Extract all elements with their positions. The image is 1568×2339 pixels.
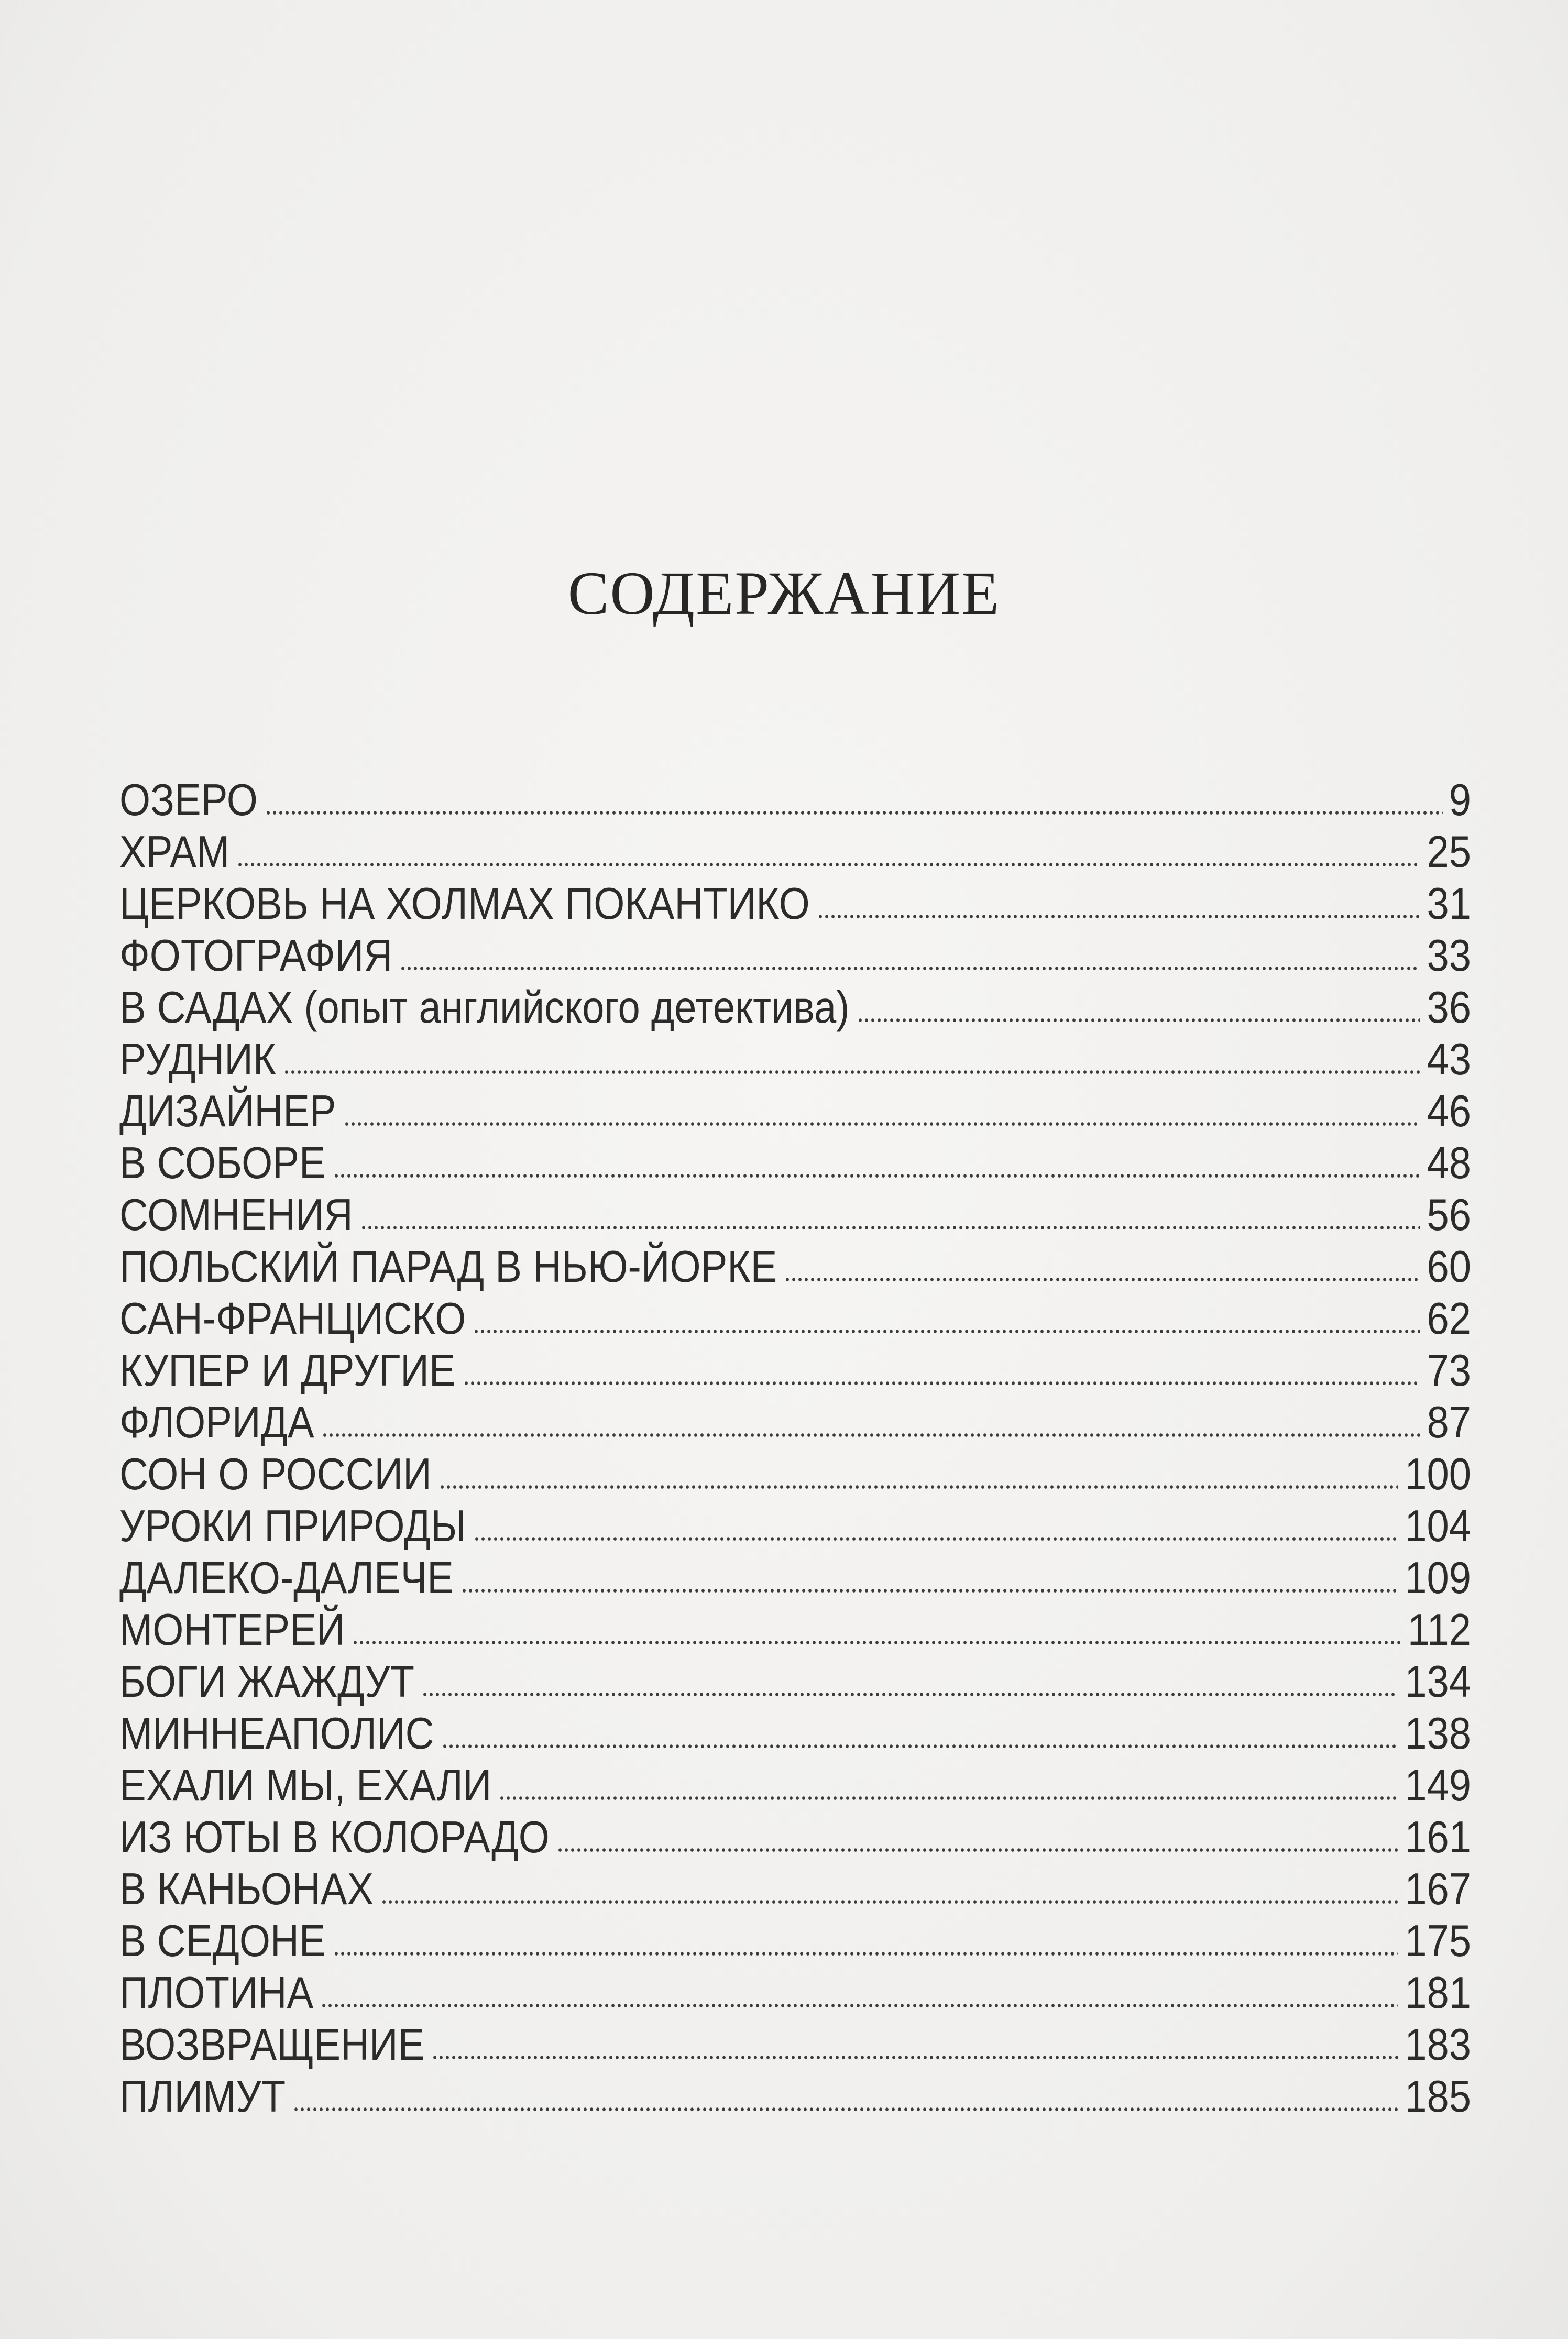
toc-entry-title: ОЗЕРО bbox=[119, 775, 258, 826]
toc-entry bbox=[119, 1186, 1471, 1244]
toc-entry-title: МИННЕАПОЛИС bbox=[119, 1708, 434, 1759]
dot-leader bbox=[474, 1536, 1399, 1541]
toc-entry-title: ПОЛЬСКИЙ ПАРАД В НЬЮ-ЙОРКЕ bbox=[119, 1242, 777, 1292]
toc-entry-title: ДАЛЕКО-ДАЛЕЧЕ bbox=[119, 1553, 454, 1604]
dot-leader bbox=[237, 862, 1420, 867]
toc-entry-title: ЦЕРКОВЬ НА ХОЛМАХ ПОКАНТИКО bbox=[119, 879, 810, 929]
toc-entry bbox=[119, 1912, 1471, 1970]
toc-entry bbox=[119, 2016, 1471, 2074]
toc-entry-page: 175 bbox=[1405, 1916, 1471, 1967]
toc-entry bbox=[119, 1445, 1471, 1503]
toc-entry-page: 104 bbox=[1405, 1501, 1471, 1552]
toc-entry bbox=[119, 1342, 1471, 1400]
dot-leader bbox=[381, 1899, 1398, 1904]
dot-leader bbox=[499, 1796, 1398, 1800]
toc-entry-title: ЕХАЛИ МЫ, ЕХАЛИ bbox=[119, 1760, 492, 1811]
toc-entry bbox=[119, 1601, 1471, 1659]
toc-entry bbox=[119, 823, 1471, 881]
toc-entry bbox=[119, 1860, 1471, 1918]
dot-leader bbox=[473, 1329, 1420, 1334]
table-of-contents bbox=[119, 774, 1471, 2123]
dot-leader bbox=[321, 2003, 1398, 2008]
dot-leader bbox=[360, 1225, 1421, 1230]
dot-leader bbox=[439, 1485, 1398, 1489]
dot-leader bbox=[817, 914, 1421, 919]
toc-entry-title: САН-ФРАНЦИСКО bbox=[119, 1293, 466, 1344]
toc-entry bbox=[119, 1808, 1471, 1866]
toc-entry-title: КУПЕР И ДРУГИЕ bbox=[119, 1345, 456, 1396]
toc-entry-page: 87 bbox=[1427, 1397, 1471, 1448]
toc-entry bbox=[119, 927, 1471, 985]
dot-leader bbox=[557, 1848, 1398, 1852]
toc-entry bbox=[119, 2068, 1471, 2126]
toc-entry-title: ПЛИМУТ bbox=[119, 2071, 286, 2122]
toc-entry-page: 36 bbox=[1427, 982, 1471, 1033]
toc-entry-page: 109 bbox=[1405, 1553, 1471, 1604]
toc-entry-title: БОГИ ЖАЖДУТ bbox=[119, 1656, 415, 1707]
toc-entry-title: В САДАХ (опыт английского детектива) bbox=[119, 982, 850, 1033]
toc-entry-page: 43 bbox=[1427, 1034, 1471, 1085]
toc-entry-title: МОНТЕРЕЙ bbox=[119, 1605, 345, 1655]
toc-entry bbox=[119, 1497, 1471, 1555]
toc-entry-page: 9 bbox=[1449, 775, 1471, 826]
page-title: СОДЕРЖАНИЕ bbox=[567, 559, 1001, 628]
dot-leader bbox=[422, 1692, 1398, 1697]
dot-leader bbox=[857, 1018, 1421, 1023]
toc-entry-title: РУДНИК bbox=[119, 1034, 277, 1085]
toc-entry-title: ХРАМ bbox=[119, 827, 230, 877]
toc-entry-page: 33 bbox=[1427, 930, 1471, 981]
toc-entry-title: В СОБОРЕ bbox=[119, 1138, 326, 1189]
toc-entry-page: 46 bbox=[1427, 1086, 1471, 1137]
dot-leader bbox=[333, 1173, 1421, 1178]
toc-entry bbox=[119, 1549, 1471, 1607]
toc-entry-page: 56 bbox=[1427, 1190, 1471, 1240]
toc-entry-page: 100 bbox=[1405, 1449, 1471, 1500]
toc-entry bbox=[119, 1705, 1471, 1763]
toc-entry-title: В СЕДОНЕ bbox=[119, 1916, 326, 1967]
dot-leader bbox=[333, 1951, 1399, 1956]
toc-entry bbox=[119, 771, 1471, 829]
toc-entry-title: В КАНЬОНАХ bbox=[119, 1864, 374, 1915]
toc-entry bbox=[119, 1030, 1471, 1089]
toc-entry-title: УРОКИ ПРИРОДЫ bbox=[119, 1501, 466, 1552]
toc-entry-page: 167 bbox=[1405, 1864, 1471, 1915]
toc-entry-page: 62 bbox=[1427, 1293, 1471, 1344]
toc-entry-page: 112 bbox=[1407, 1605, 1471, 1655]
toc-entry bbox=[119, 1653, 1471, 1711]
toc-entry-title: СОН О РОССИИ bbox=[119, 1449, 432, 1500]
toc-entry-page: 181 bbox=[1405, 1968, 1471, 2018]
toc-entry-title: ВОЗВРАЩЕНИЕ bbox=[119, 2019, 425, 2070]
toc-entry-page: 25 bbox=[1427, 827, 1471, 877]
toc-entry bbox=[119, 1290, 1471, 1348]
toc-entry-title: ФОТОГРАФИЯ bbox=[119, 930, 393, 981]
toc-entry bbox=[119, 875, 1471, 933]
dot-leader bbox=[432, 2055, 1398, 2060]
toc-entry-page: 31 bbox=[1427, 879, 1471, 929]
toc-entry-page: 73 bbox=[1427, 1345, 1471, 1396]
dot-leader bbox=[322, 1433, 1421, 1437]
dot-leader bbox=[784, 1277, 1420, 1282]
toc-entry-page: 134 bbox=[1405, 1656, 1471, 1707]
toc-entry bbox=[119, 1238, 1471, 1296]
toc-entry bbox=[119, 1964, 1471, 2022]
dot-leader bbox=[293, 2107, 1398, 2112]
dot-leader bbox=[352, 1640, 1401, 1645]
toc-entry-title: ФЛОРИДА bbox=[119, 1397, 314, 1448]
toc-entry-page: 48 bbox=[1427, 1138, 1471, 1189]
dot-leader bbox=[461, 1588, 1398, 1593]
dot-leader bbox=[400, 966, 1420, 971]
toc-entry-title: ИЗ ЮТЫ В КОЛОРАДО bbox=[119, 1812, 550, 1863]
toc-entry bbox=[119, 979, 1471, 1037]
toc-entry-title: СОМНЕНИЯ bbox=[119, 1190, 353, 1240]
toc-entry-page: 183 bbox=[1405, 2019, 1471, 2070]
dot-leader bbox=[463, 1381, 1421, 1386]
toc-entry-title: ДИЗАЙНЕР bbox=[119, 1086, 336, 1137]
toc-entry-page: 161 bbox=[1405, 1812, 1471, 1863]
toc-entry-page: 149 bbox=[1405, 1760, 1471, 1811]
toc-entry bbox=[119, 1756, 1471, 1815]
toc-entry bbox=[119, 1393, 1471, 1452]
dot-leader bbox=[344, 1122, 1421, 1126]
dot-leader bbox=[442, 1744, 1399, 1749]
toc-entry-page: 60 bbox=[1427, 1242, 1471, 1292]
dot-leader bbox=[283, 1070, 1420, 1074]
toc-entry-page: 138 bbox=[1405, 1708, 1471, 1759]
toc-entry bbox=[119, 1082, 1471, 1140]
dot-leader bbox=[265, 810, 1443, 815]
toc-entry-title: ПЛОТИНА bbox=[119, 1968, 314, 2018]
toc-entry-page: 185 bbox=[1405, 2071, 1471, 2122]
toc-entry bbox=[119, 1134, 1471, 1192]
